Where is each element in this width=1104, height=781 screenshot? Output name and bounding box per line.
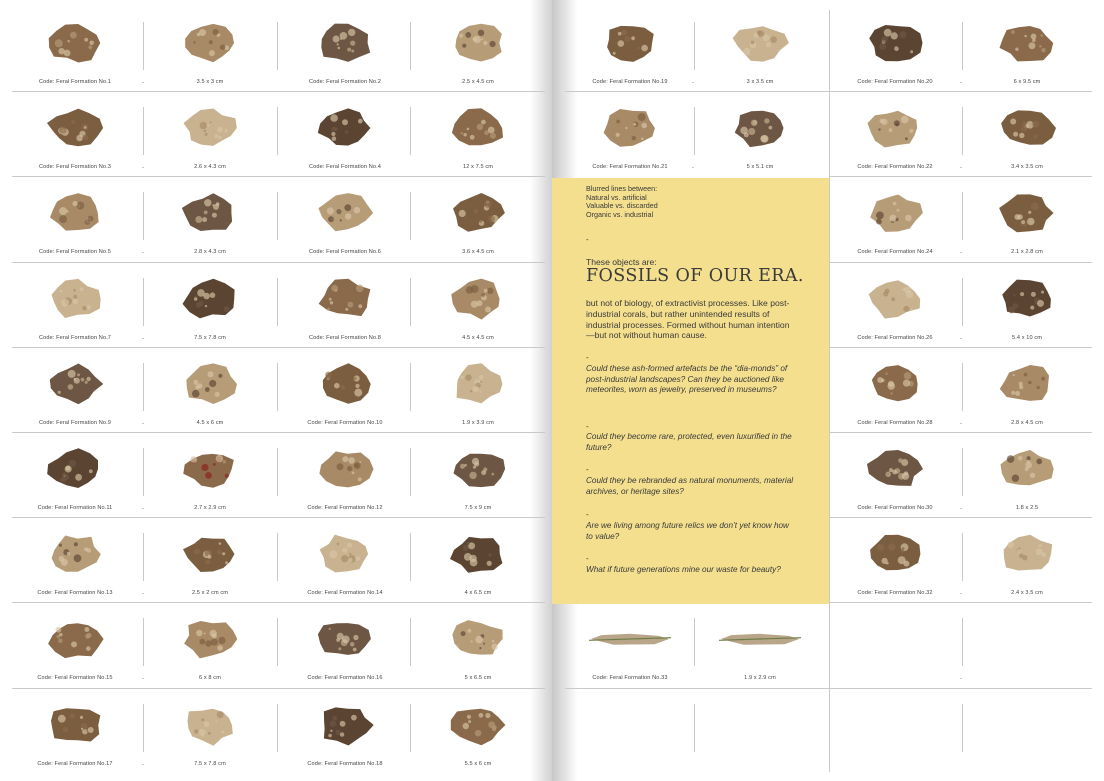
fossil-specimen-photo	[315, 106, 375, 150]
specimen-code-label: Code: Feral Formation No.24	[857, 249, 933, 256]
dash-separator: -	[960, 676, 962, 683]
fossil-specimen-photo	[180, 617, 240, 661]
horizontal-rule	[12, 176, 545, 177]
specimen-code-label: Code: Feral Formation No.4	[309, 164, 381, 171]
catalog-cell	[280, 7, 410, 92]
catalog-cell	[413, 92, 543, 177]
specimen-size-label: 3.6 x 4.5 cm	[462, 249, 494, 256]
catalog-cell	[830, 348, 960, 433]
catalog-cell	[413, 518, 543, 603]
fossil-specimen-photo	[997, 21, 1057, 65]
fossil-specimen-photo	[180, 447, 240, 491]
catalog-cell	[413, 603, 543, 688]
catalog-cell	[145, 518, 275, 603]
vertical-rule	[410, 192, 411, 240]
specimen-code-label: Code: Feral Formation No.19	[592, 79, 668, 85]
catalog-cell	[10, 433, 140, 518]
catalog-cell	[145, 92, 275, 177]
specimen-code-label: Code: Feral Formation No.30	[857, 505, 933, 511]
horizontal-rule	[830, 262, 1092, 263]
catalog-cell	[280, 348, 410, 433]
catalog-cell	[830, 92, 960, 177]
specimen-code-label: Code: Feral Formation No.32	[857, 590, 933, 597]
horizontal-rule	[12, 602, 545, 603]
fossil-specimen-photo	[45, 447, 105, 491]
catalog-cell	[413, 433, 543, 518]
fossil-specimen-photo	[589, 626, 671, 652]
question: Could these ash-formed artefacts be the “dia-monds” of post-industrial landscapes? Can they be auctioned like meteorites, worn as jewelry, preserved in museums?	[586, 364, 788, 395]
catalog-cell	[280, 518, 410, 603]
fossil-specimen-photo	[730, 106, 790, 150]
fossil-specimen-photo	[448, 447, 508, 491]
fossil-specimen-photo	[180, 532, 240, 576]
fossil-specimen-photo	[45, 617, 105, 661]
fossil-specimen-photo	[180, 191, 240, 235]
catalog-cell	[145, 603, 275, 688]
fossil-specimen-photo	[997, 362, 1057, 406]
catalog-cell	[962, 177, 1092, 262]
specimen-code-label: Code: Feral Formation No.14	[307, 590, 383, 597]
vertical-rule	[277, 107, 278, 155]
specimen-size-label: 2.8 x 4.3 cm	[194, 249, 226, 256]
vertical-rule	[410, 533, 411, 581]
catalog-cell	[145, 263, 275, 348]
vertical-rule	[410, 363, 411, 411]
vertical-rule	[143, 533, 144, 581]
catalog-cell	[280, 92, 410, 177]
fossil-specimen-photo	[865, 21, 925, 65]
fossil-specimen-photo	[180, 362, 240, 406]
catalog-cell	[280, 177, 410, 262]
specimen-size-label: 1.9 x 2.9 cm	[744, 675, 776, 682]
specimen-size-label: 3.4 x 3.5 cm	[1011, 164, 1043, 171]
catalog-cell	[962, 263, 1092, 348]
specimen-code-label: Code: Feral Formation No.13	[37, 590, 113, 597]
specimen-code-label: Code: Feral Formation No.11	[37, 505, 113, 511]
dash-separator: -	[142, 676, 144, 683]
catalog-cell	[830, 518, 960, 603]
specimen-size-label: 5 x 5.1 cm	[746, 164, 774, 171]
vertical-rule	[694, 22, 695, 70]
fossil-specimen-photo	[45, 191, 105, 235]
dash-separator: -	[586, 353, 589, 362]
catalog-cell	[145, 348, 275, 433]
dash-separator: -	[960, 420, 962, 427]
specimen-code-label: Code: Feral Formation No.12	[307, 505, 383, 511]
specimen-size-label: 2.5 x 2 cm cm	[191, 590, 229, 597]
specimen-size-label: 1.9 x 3.9 cm	[462, 419, 494, 426]
dash-separator: -	[586, 465, 589, 474]
fossil-specimen-photo	[448, 277, 508, 321]
specimen-code-label: Code: Feral Formation No.8	[309, 334, 381, 341]
vertical-rule	[410, 448, 411, 496]
vertical-rule	[277, 448, 278, 496]
vertical-rule	[962, 448, 963, 496]
catalog-cell	[413, 177, 543, 262]
fossil-specimen-photo	[315, 21, 375, 65]
vertical-rule	[410, 22, 411, 70]
catalog-cell	[10, 263, 140, 348]
specimen-size-label: 2.7 x 2.9 cm	[194, 505, 226, 511]
catalog-cell	[280, 603, 410, 688]
specimen-size-label: 5.5 x 6 cm	[464, 760, 492, 767]
vertical-rule	[143, 22, 144, 70]
catalog-cell	[962, 348, 1092, 433]
vertical-rule	[962, 533, 963, 581]
fossil-specimen-photo	[997, 191, 1057, 235]
catalog-cell	[10, 348, 140, 433]
specimen-code-label: Code: Feral Formation No.3	[39, 164, 111, 171]
catalog-cell	[413, 689, 543, 774]
dash-separator: -	[960, 506, 962, 512]
fossil-specimen-photo	[865, 106, 925, 150]
question: Could they be rebranded as natural monuments, material archives, or heritage sites?	[586, 476, 794, 496]
fossil-specimen-photo	[45, 532, 105, 576]
fossil-specimen-photo	[45, 362, 105, 406]
catalog-cell	[830, 177, 960, 262]
dash-separator: -	[586, 422, 589, 431]
fossil-specimen-photo	[315, 277, 375, 321]
fossil-specimen-photo	[45, 106, 105, 150]
dash-separator: -	[142, 506, 144, 512]
specimen-code-label: Code: Feral Formation No.9	[39, 419, 111, 426]
blurred-line: Valuable vs. discarded	[586, 201, 658, 211]
horizontal-rule	[12, 688, 545, 689]
catalog-cell	[145, 689, 275, 774]
dash-separator: -	[142, 591, 144, 598]
specimen-size-label: 4 x 6.5 cm	[464, 590, 492, 597]
vertical-rule	[143, 192, 144, 240]
dash-separator: -	[142, 335, 144, 342]
specimen-code-label: Code: Feral Formation No.7	[39, 334, 111, 341]
catalog-cell	[830, 263, 960, 348]
fossil-specimen-photo	[315, 191, 375, 235]
specimen-code-label: Code: Feral Formation No.15	[37, 675, 113, 682]
vertical-rule	[962, 278, 963, 326]
dash-separator: -	[142, 165, 144, 172]
fossil-specimen-photo	[865, 277, 925, 321]
catalog-cell	[280, 433, 410, 518]
fossil-specimen-photo	[448, 617, 508, 661]
catalog-cell	[830, 7, 960, 92]
fossil-specimen-photo	[45, 703, 105, 747]
specimen-code-label: Code: Feral Formation No.5	[39, 249, 111, 256]
catalog-cell	[962, 518, 1092, 603]
vertical-rule	[410, 107, 411, 155]
fossil-specimen-photo	[45, 21, 105, 65]
specimen-code-label: Code: Feral Formation No.20	[857, 79, 933, 85]
specimen-size-label: 4.5 x 6 cm	[196, 419, 224, 426]
catalog-cell	[413, 263, 543, 348]
catalog-cell	[413, 7, 543, 92]
specimen-size-label: 7.5 x 7.8 cm	[194, 334, 226, 341]
vertical-rule	[829, 10, 830, 772]
fossil-specimen-photo	[315, 617, 375, 661]
vertical-rule	[277, 533, 278, 581]
horizontal-rule	[830, 347, 1092, 348]
fossil-specimen-photo	[448, 191, 508, 235]
fossil-specimen-photo	[180, 21, 240, 65]
fossil-specimen-photo	[865, 447, 925, 491]
catalog-cell	[145, 433, 275, 518]
catalog-cell	[280, 689, 410, 774]
dash-separator: -	[586, 510, 589, 519]
specimen-code-label: Code: Feral Formation No.21	[592, 164, 668, 171]
vertical-rule	[962, 107, 963, 155]
vertical-rule	[143, 107, 144, 155]
vertical-rule	[277, 363, 278, 411]
specimen-size-label: 2.5 x 4.5 cm	[462, 79, 494, 85]
specimen-code-label: Code: Feral Formation No.17	[37, 760, 113, 767]
vertical-rule	[143, 618, 144, 666]
specimen-code-label: Code: Feral Formation No.1	[39, 79, 111, 85]
specimen-size-label: 7.5 x 7.8 cm	[194, 760, 226, 767]
dash-separator: -	[960, 250, 962, 257]
vertical-rule	[277, 278, 278, 326]
vertical-rule	[694, 107, 695, 155]
vertical-rule	[277, 618, 278, 666]
specimen-code-label: Code: Feral Formation No.6	[309, 249, 381, 256]
specimen-size-label: 1.8 x 2.5	[1015, 505, 1039, 511]
horizontal-rule	[12, 432, 545, 433]
fossil-specimen-photo	[180, 106, 240, 150]
dash-separator: -	[586, 554, 589, 563]
dash-separator: -	[142, 250, 144, 257]
catalog-cell	[962, 92, 1092, 177]
fossil-specimen-photo	[315, 362, 375, 406]
vertical-rule	[143, 278, 144, 326]
dash-separator: -	[960, 591, 962, 598]
vertical-rule	[410, 704, 411, 752]
headline: FOSSILS OF OUR ERA.	[586, 266, 804, 286]
fossil-specimen-photo	[600, 21, 660, 65]
catalog-cell	[10, 689, 140, 774]
specimen-code-label: Code: Feral Formation No.2	[309, 79, 381, 85]
vertical-rule	[694, 704, 695, 752]
specimen-size-label: 5 x 6.5 cm	[464, 675, 492, 682]
catalog-cell	[565, 92, 695, 177]
specimen-code-label: Code: Feral Formation No.26	[857, 334, 933, 341]
specimen-code-label: Code: Feral Formation No.16	[307, 675, 383, 682]
specimen-code-label: Code: Feral Formation No.33	[592, 675, 668, 682]
specimen-size-label: 6 x 9.5 cm	[1013, 79, 1041, 85]
specimen-code-label: Code: Feral Formation No.28	[857, 419, 933, 426]
dash-separator: -	[142, 761, 144, 768]
fossil-specimen-photo	[600, 106, 660, 150]
horizontal-rule	[12, 517, 545, 518]
catalog-cell	[145, 177, 275, 262]
fossil-specimen-photo	[180, 277, 240, 321]
vertical-rule	[277, 192, 278, 240]
catalog-cell	[10, 92, 140, 177]
fossil-specimen-photo	[448, 362, 508, 406]
specimen-size-label: 2.6 x 4.3 cm	[194, 164, 226, 171]
catalog-cell	[10, 518, 140, 603]
fossil-specimen-photo	[315, 447, 375, 491]
vertical-rule	[962, 22, 963, 70]
fossil-specimen-photo	[315, 703, 375, 747]
vertical-rule	[143, 363, 144, 411]
fossil-specimen-photo	[865, 362, 925, 406]
specimen-size-label: 2.1 x 2.8 cm	[1011, 249, 1043, 256]
fossil-specimen-photo	[997, 447, 1057, 491]
dash-separator: -	[960, 80, 962, 86]
dash-separator: -	[142, 80, 144, 86]
fossil-specimen-photo	[865, 532, 925, 576]
vertical-rule	[277, 22, 278, 70]
dash-separator: -	[586, 235, 589, 244]
question: Are we living among future relics we don’t yet know how to value?	[586, 521, 789, 541]
specimen-size-label: 3 x 3.5 cm	[746, 79, 774, 85]
specimen-code-label: Code: Feral Formation No.18	[307, 760, 383, 767]
catalog-cell	[10, 7, 140, 92]
vertical-rule	[410, 618, 411, 666]
horizontal-rule	[830, 517, 1092, 518]
catalog-cell	[962, 7, 1092, 92]
vertical-rule	[143, 704, 144, 752]
fossil-specimen-photo	[448, 21, 508, 65]
catalog-cell	[565, 603, 695, 688]
specimen-size-label: 12 x 7.5 cm	[462, 164, 493, 171]
catalog-cell	[280, 263, 410, 348]
horizontal-rule	[830, 602, 1092, 603]
catalog-cell	[962, 433, 1092, 518]
specimen-size-label: 2.8 x 4.5 cm	[1011, 419, 1043, 426]
question: What if future generations mine our waste for beauty?	[586, 565, 781, 574]
blurred-lines-heading: Blurred lines between:	[586, 184, 658, 193]
catalog-cell	[145, 7, 275, 92]
fossil-specimen-photo	[448, 703, 508, 747]
fossil-specimen-photo	[997, 277, 1057, 321]
catalog-cell	[830, 433, 960, 518]
catalog-cell	[10, 177, 140, 262]
specimen-size-label: 7.5 x 9 cm	[464, 505, 492, 511]
fossil-specimen-photo	[45, 277, 105, 321]
specimen-code-label: Code: Feral Formation No.10	[307, 419, 383, 426]
specimen-size-label: 4.5 x 4.5 cm	[462, 334, 494, 341]
question: Could they become rare, protected, even luxurified in the future?	[586, 432, 792, 452]
vertical-rule	[962, 618, 963, 666]
blurred-line: Organic vs. industrial	[586, 209, 654, 219]
specimen-size-label: 3.5 x 3 cm	[196, 79, 224, 85]
catalog-cell	[413, 348, 543, 433]
vertical-rule	[410, 278, 411, 326]
vertical-rule	[962, 192, 963, 240]
dash-separator: -	[692, 165, 694, 172]
dash-separator: -	[960, 165, 962, 172]
dash-separator: -	[960, 335, 962, 342]
vertical-rule	[143, 448, 144, 496]
fossil-specimen-photo	[865, 191, 925, 235]
essay-textbox	[552, 178, 829, 604]
catalog-cell	[695, 603, 825, 688]
fossil-specimen-photo	[719, 626, 801, 652]
horizontal-rule	[12, 262, 545, 263]
lead-line: These objects are:	[586, 257, 657, 267]
specimen-size-label: 2.4 x 3.5 cm	[1011, 590, 1043, 597]
dash-separator: -	[692, 80, 694, 86]
fossil-specimen-photo	[730, 21, 790, 65]
horizontal-rule	[12, 91, 545, 92]
vertical-rule	[694, 618, 695, 666]
fossil-specimen-photo	[997, 106, 1057, 150]
catalog-cell	[10, 603, 140, 688]
fossil-specimen-photo	[180, 703, 240, 747]
fossil-specimen-photo	[997, 532, 1057, 576]
catalog-cell	[695, 7, 825, 92]
blurred-line: Natural vs. artificial	[586, 192, 647, 202]
horizontal-rule	[830, 432, 1092, 433]
vertical-rule	[277, 704, 278, 752]
intro-paragraph: but not of biology, of extractivist processes. Like post-industrial corals, but rather unintended results of industrial processes. Formed without human intention—but not without human cause.	[586, 298, 790, 341]
specimen-code-label: Code: Feral Formation No.22	[857, 164, 933, 171]
catalog-cell	[565, 7, 695, 92]
fossil-specimen-photo	[448, 532, 508, 576]
specimen-size-label: 6 x 8 cm	[199, 675, 221, 682]
horizontal-rule	[830, 176, 1092, 177]
catalog-cell	[695, 92, 825, 177]
specimen-size-label: 5.4 x 10 cm	[1011, 334, 1042, 341]
fossil-specimen-photo	[448, 106, 508, 150]
blurred-lines-list	[586, 185, 658, 219]
fossil-specimen-photo	[315, 532, 375, 576]
vertical-rule	[962, 363, 963, 411]
dash-separator: -	[142, 420, 144, 427]
horizontal-rule	[12, 347, 545, 348]
vertical-rule	[962, 704, 963, 752]
